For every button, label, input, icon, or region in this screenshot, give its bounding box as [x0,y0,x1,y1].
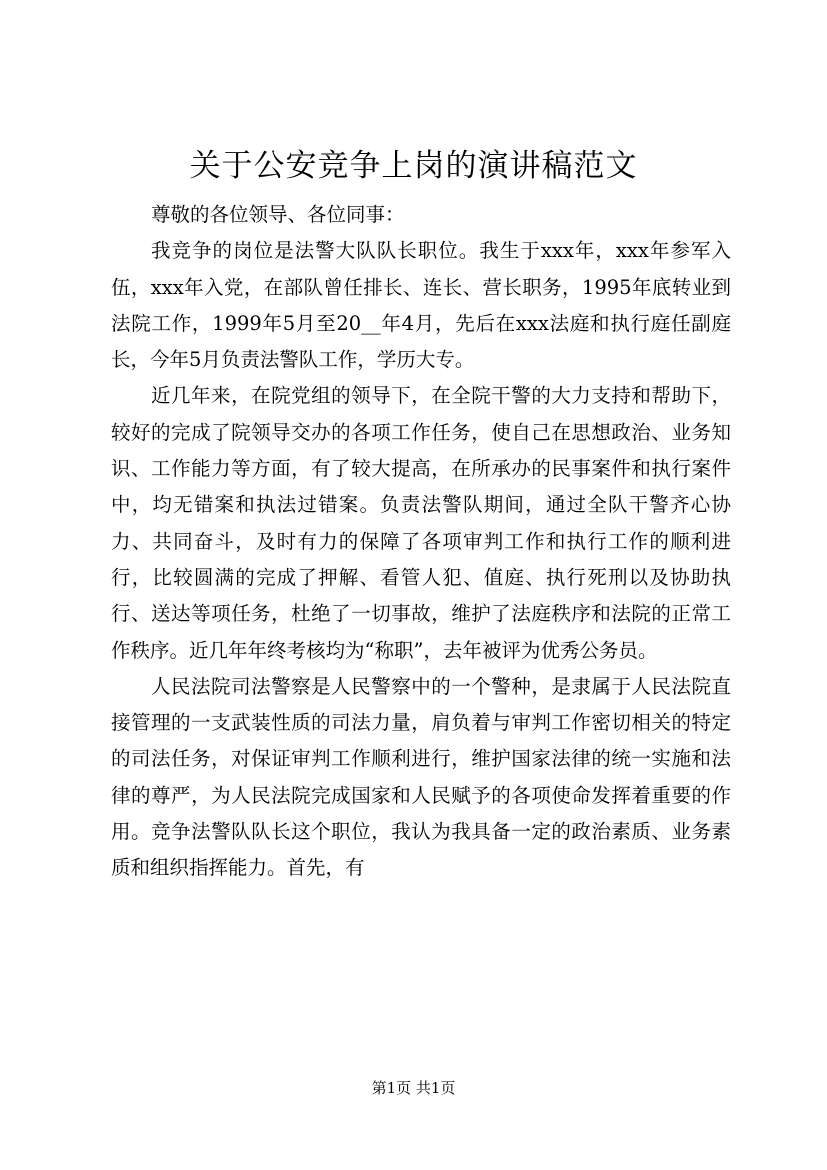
salutation-paragraph: 尊敬的各位领导、各位同事： [151,203,405,226]
page-footer: 第1页 共1页 [371,1079,456,1097]
document-body [111,197,731,887]
document-title: 关于公安竞争上岗的演讲稿范文 [189,148,638,184]
role-paragraph: 人民法院司法警察是人民警察中的一个警种，是隶属于人民法院直接管理的一支武装性质的司法力量，肩负着与审判工作密切相关的特定的司法任务，对保证审判工作顺利进行，维护国家法律的统一实施和法律的尊严，为人民法院完成国家和人民赋予的各项使命发挥着重要的作用。竞争法警队队长这个职位，我认为我具备一定的政治素质、业务素质和组织指挥能力。首先，有 [111,674,731,880]
experience-paragraph: 近几年来，在院党组的领导下，在全院干警的大力支持和帮助下，较好的完成了院领导交办的各项工作任务，使自己在思想政治、业务知识、工作能力等方面，有了较大提高，在所承办的民事案件和执行案件中，均无错案和执法过错案。负责法警队期间，通过全队干警齐心协力、共同奋斗，及时有力的保障了各项审判工作和执行工作的顺利进行，比较圆满的完成了押解、看管人犯、值庭、执行死刑以及协助执行、送达等项任务，杜绝了一切事故，维护了法庭秩序和法院的正常工作秩序。近几年年终考核均为“称职”，去年被评为优秀公务员。 [111,384,731,662]
intro-paragraph: 我竞争的岗位是法警大队队长职位。我生于xxx年，xxx年参军入伍，xxx年入党，在部队曾任排长、连长、营长职务，1995年底转业到法院工作，1999年5月至20__年4月，先后在xxx法庭和执行庭任副庭长，今年5月负责法警队工作，学历大专。 [111,239,731,372]
